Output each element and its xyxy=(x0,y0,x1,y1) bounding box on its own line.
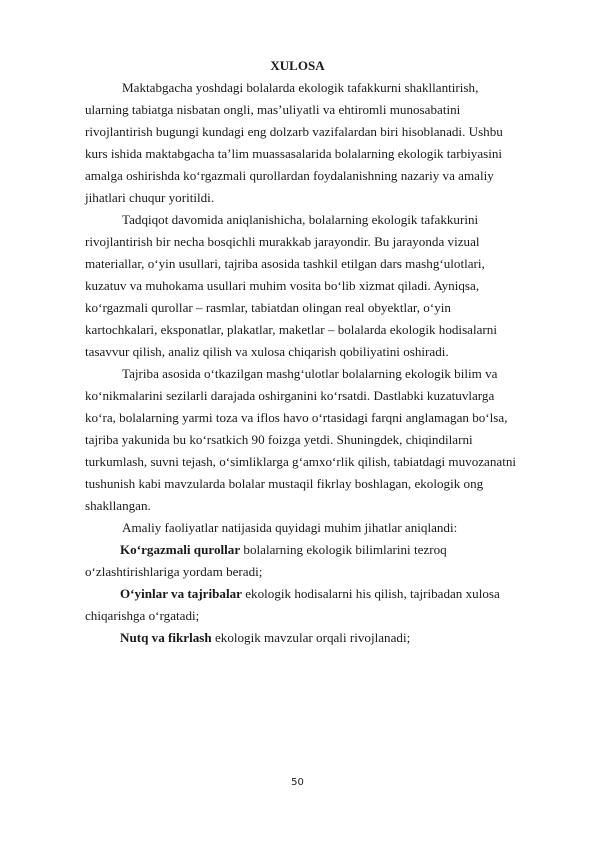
paragraph-line: shakllangan. xyxy=(85,498,151,513)
paragraph-line: materiallar, o‘yin usullari, tajriba asosida tashkil etilgan dars mashg‘ulotlari, xyxy=(85,256,485,271)
list-item xyxy=(120,629,410,647)
list-item-continuation: o‘zlashtirishlariga yordam beradi; xyxy=(85,564,263,579)
list-item-term: O‘yinlar va tajribalar xyxy=(120,586,242,601)
paragraph-line: ko‘nikmalarini sezilarli darajada oshirganini ko‘rsatdi. Dastlabki kuzatuvlarga xyxy=(85,388,495,403)
paragraph-line: turkumlash, suvni tejash, o‘simliklarga g‘amxo‘rlik qilish, tabiatdagi muvozanatni xyxy=(85,454,517,469)
paragraph-line: tushunish kabi mavzularda bolalar mustaqil fikrlay boshlagan, ekologik ong xyxy=(85,476,484,491)
list-item-text: bolalarning ekologik bilimlarini tezroq xyxy=(240,542,447,557)
paragraph-line: rivojlantirish bir necha bosqichli murakkab jarayondir. Bu jarayonda vizual xyxy=(85,234,480,249)
paragraph-line: kartochkalari, eksponatlar, plakatlar, maketlar – bolalarda ekologik hodisalarni xyxy=(85,322,497,337)
paragraph-line: ularning tabiatga nisbatan ongli, mas’uliyatli va ehtiromli munosabatini xyxy=(85,102,461,117)
paragraph-line: ko‘rgazmali qurollar – rasmlar, tabiatdan olingan real obyektlar, o‘yin xyxy=(85,300,451,315)
list-item xyxy=(120,585,500,603)
paragraph-line: kuzatuv va muhokama usullari muhim vosita bo‘lib xizmat qiladi. Ayniqsa, xyxy=(85,278,480,293)
paragraph-line: Amaliy faoliyatlar natijasida quyidagi muhim jihatlar aniqlandi: xyxy=(122,520,458,535)
page-title: XULOSA xyxy=(270,58,325,73)
list-item-text: ekologik hodisalarni his qilish, tajribadan xulosa xyxy=(241,586,500,601)
paragraph-line: jihatlari chuqur yoritildi. xyxy=(85,190,215,205)
list-item xyxy=(120,541,447,559)
paragraph-line: tasavvur qilish, analiz qilish va xulosa chiqarish qobiliyatini oshiradi. xyxy=(85,344,449,359)
paragraph-line: Tajriba asosida o‘tkazilgan mashg‘ulotlar bolalarning ekologik bilim va xyxy=(122,366,498,381)
paragraph-line: amalga oshirishda ko‘rgazmali qurollardan foydalanishning nazariy va amaliy xyxy=(85,168,494,183)
list-item-continuation: chiqarishga o‘rgatadi; xyxy=(85,608,200,623)
paragraph-line: Maktabgacha yoshdagi bolalarda ekologik tafakkurni shakllantirish, xyxy=(122,80,479,95)
paragraph-line: Tadqiqot davomida aniqlanishicha, bolalarning ekologik tafakkurini xyxy=(122,212,479,227)
list-item-term: Ko‘rgazmali qurollar xyxy=(120,542,241,557)
list-item-term: Nutq va fikrlash xyxy=(120,630,212,645)
paragraph-line: kurs ishida maktabgacha ta’lim muassasalarida bolalarning ekologik tarbiyasini xyxy=(85,146,503,161)
paragraph-line: tajriba yakunida bu ko‘rsatkich 90 foizga yetdi. Shuningdek, chiqindilarni xyxy=(85,432,473,447)
page-number: 50 xyxy=(291,777,304,788)
paragraph-line: ko‘ra, bolalarning yarmi toza va iflos havo o‘rtasidagi farqni anglamagan bo‘lsa, xyxy=(85,410,508,425)
paragraph-line: rivojlantirish bugungi kundagi eng dolzarb vazifalardan biri hisoblanadi. Ushbu xyxy=(85,124,503,139)
list-item-text: ekologik mavzular orqali rivojlanadi; xyxy=(211,630,411,645)
